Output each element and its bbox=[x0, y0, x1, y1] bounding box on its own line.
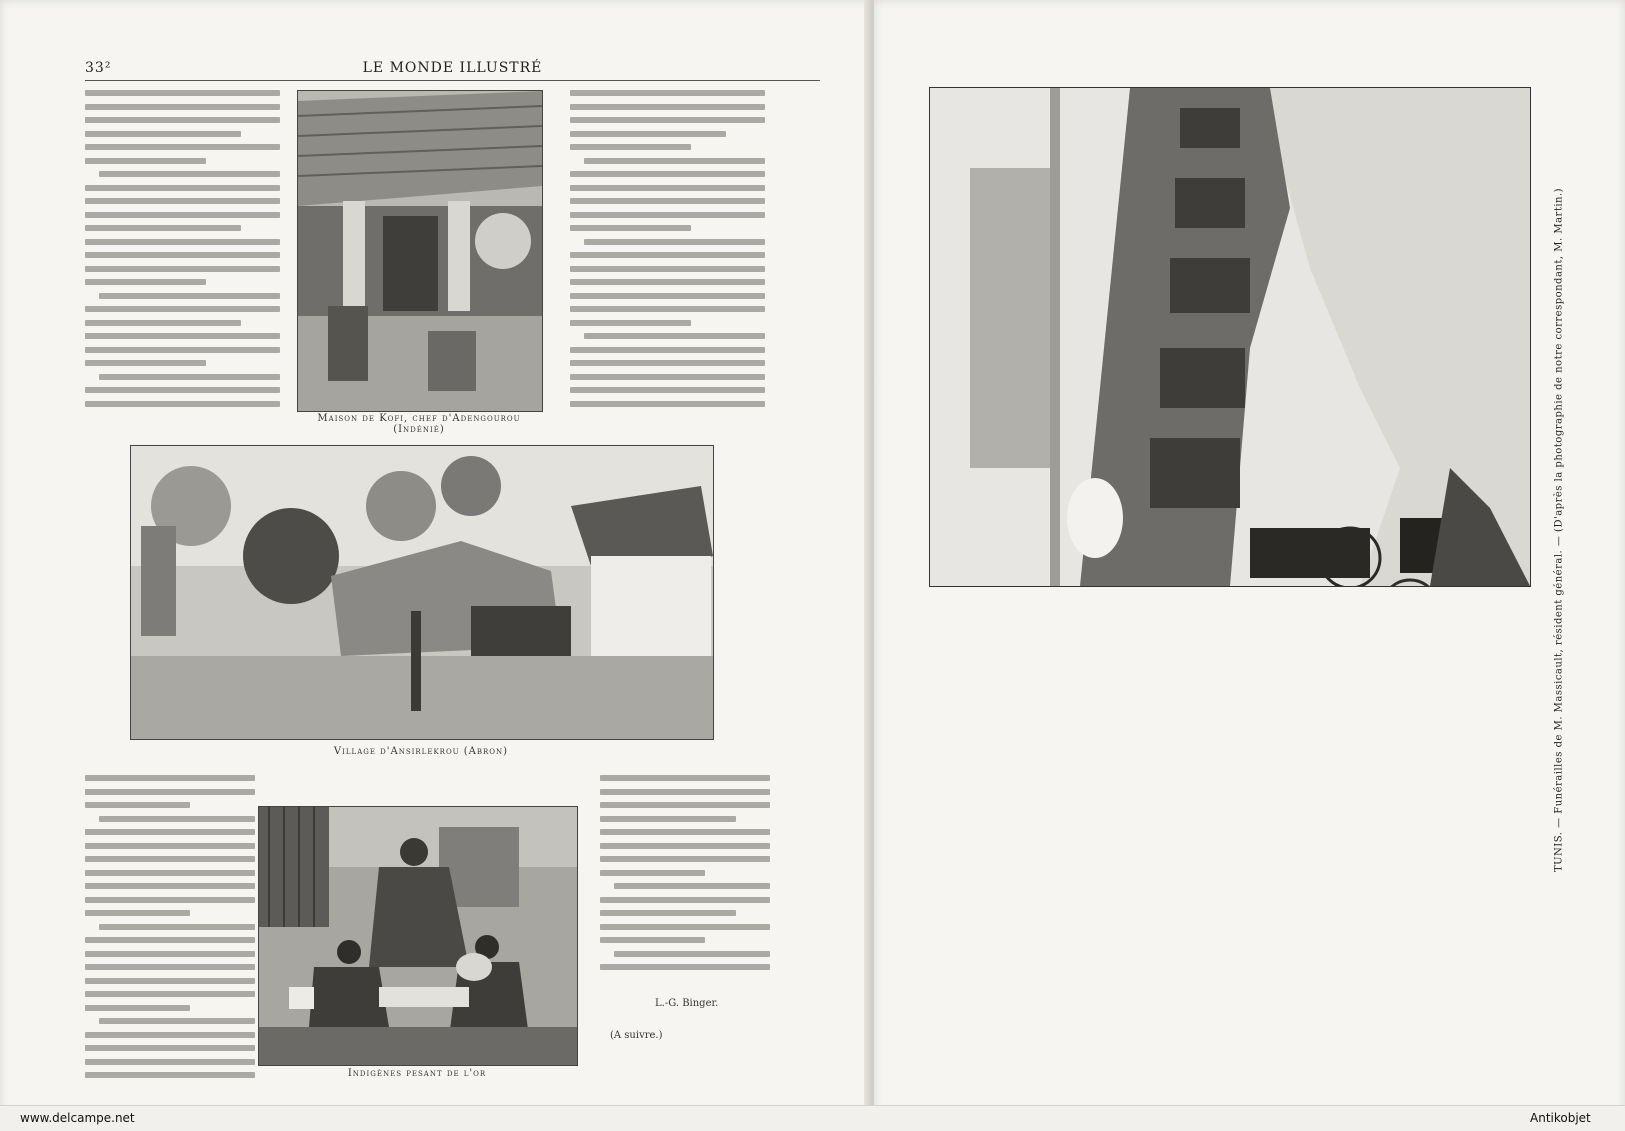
text-line bbox=[85, 991, 255, 997]
text-line bbox=[85, 829, 255, 835]
text-line bbox=[85, 117, 280, 123]
text-line bbox=[570, 387, 765, 393]
page-header bbox=[85, 58, 820, 81]
text-column-1 bbox=[85, 90, 280, 425]
text-line bbox=[570, 212, 765, 218]
text-line bbox=[85, 978, 255, 984]
text-line bbox=[600, 829, 770, 835]
text-line bbox=[600, 964, 770, 970]
text-line bbox=[570, 347, 765, 353]
text-line bbox=[85, 910, 190, 916]
text-line bbox=[85, 185, 280, 191]
text-line bbox=[570, 144, 691, 150]
text-line bbox=[85, 212, 280, 218]
text-line bbox=[85, 1005, 190, 1011]
text-line bbox=[600, 775, 770, 781]
text-line bbox=[570, 185, 765, 191]
text-column-3 bbox=[570, 90, 765, 428]
text-line bbox=[85, 252, 280, 258]
text-line bbox=[570, 90, 765, 96]
text-line bbox=[85, 306, 280, 312]
text-line bbox=[85, 1045, 255, 1051]
text-line bbox=[85, 279, 206, 285]
village-caption: Village d'Ansirlekrou (Abron) bbox=[333, 746, 509, 757]
tunis-vertical-caption bbox=[1550, 95, 1568, 965]
text-line bbox=[85, 802, 190, 808]
text-line bbox=[570, 198, 765, 204]
text-line bbox=[99, 293, 280, 299]
text-line bbox=[85, 843, 255, 849]
text-line bbox=[85, 360, 206, 366]
text-line bbox=[85, 789, 255, 795]
text-line bbox=[85, 158, 206, 164]
text-line bbox=[85, 387, 280, 393]
text-line bbox=[570, 131, 726, 137]
text-line bbox=[85, 131, 241, 137]
text-line bbox=[85, 90, 280, 96]
text-line bbox=[99, 924, 255, 930]
text-line bbox=[584, 239, 765, 245]
text-column-3-lower bbox=[600, 775, 770, 990]
text-line bbox=[570, 401, 765, 407]
text-line bbox=[570, 266, 765, 272]
kofi-house-caption: Maison de Kofi, chef d'Adengourou (Indénié) bbox=[317, 413, 521, 435]
village-engraving bbox=[130, 445, 714, 740]
text-line bbox=[85, 198, 280, 204]
text-line bbox=[600, 924, 770, 930]
text-line bbox=[85, 964, 255, 970]
text-line bbox=[85, 1032, 255, 1038]
text-line bbox=[85, 225, 241, 231]
text-line bbox=[99, 374, 280, 380]
text-line bbox=[85, 937, 255, 943]
text-line bbox=[85, 951, 255, 957]
text-line bbox=[99, 171, 280, 177]
natives-engraving bbox=[258, 806, 578, 1066]
masthead: LE MONDE ILLUSTRÉ bbox=[362, 60, 543, 76]
text-line bbox=[600, 937, 705, 943]
text-line bbox=[99, 1018, 255, 1024]
text-line bbox=[85, 144, 280, 150]
to-be-continued: (A suivre.) bbox=[610, 1030, 663, 1041]
text-line bbox=[85, 883, 255, 889]
text-line bbox=[570, 306, 765, 312]
text-line bbox=[85, 897, 255, 903]
text-line bbox=[85, 775, 255, 781]
text-line bbox=[570, 293, 765, 299]
text-line bbox=[85, 856, 255, 862]
text-line bbox=[570, 171, 765, 177]
text-line bbox=[85, 401, 280, 407]
text-line bbox=[85, 1072, 255, 1078]
text-line bbox=[600, 870, 705, 876]
text-line bbox=[85, 1059, 255, 1065]
text-line bbox=[614, 883, 770, 889]
text-line bbox=[584, 333, 765, 339]
text-line bbox=[85, 347, 280, 353]
text-line bbox=[600, 910, 736, 916]
watermark-strip bbox=[0, 1105, 1625, 1131]
text-line bbox=[85, 320, 241, 326]
text-line bbox=[570, 374, 765, 380]
tunis-caption-text: TUNIS. — Funérailles de M. Massicault, résident général. — (D'après la photographie de notre correspondant, M. Martin.) bbox=[1553, 187, 1565, 873]
text-line bbox=[85, 239, 280, 245]
text-line bbox=[99, 816, 255, 822]
text-line bbox=[614, 951, 770, 957]
text-line bbox=[600, 816, 736, 822]
text-line bbox=[570, 252, 765, 258]
text-line bbox=[570, 117, 765, 123]
text-line bbox=[600, 897, 770, 903]
author-signature: L.-G. Binger. bbox=[655, 998, 719, 1009]
text-line bbox=[570, 360, 765, 366]
tunis-funeral-engraving bbox=[929, 87, 1531, 587]
text-column-1-lower bbox=[85, 775, 255, 1100]
text-line bbox=[85, 333, 280, 339]
watermark-right: Antikobjet bbox=[1530, 1111, 1591, 1125]
text-line bbox=[570, 320, 691, 326]
text-line bbox=[570, 279, 765, 285]
kofi-house-engraving bbox=[297, 90, 543, 412]
text-line bbox=[85, 870, 255, 876]
text-line bbox=[85, 266, 280, 272]
natives-caption: Indigènes pesant de l'or bbox=[347, 1068, 487, 1079]
text-line bbox=[600, 856, 770, 862]
text-line bbox=[570, 225, 691, 231]
text-line bbox=[600, 802, 770, 808]
right-page bbox=[874, 0, 1625, 1130]
watermark-left: www.delcampe.net bbox=[20, 1111, 135, 1125]
page-number: 33² bbox=[85, 60, 112, 76]
text-line bbox=[584, 158, 765, 164]
text-line bbox=[600, 843, 770, 849]
text-line bbox=[85, 104, 280, 110]
text-line bbox=[600, 789, 770, 795]
text-line bbox=[570, 104, 765, 110]
